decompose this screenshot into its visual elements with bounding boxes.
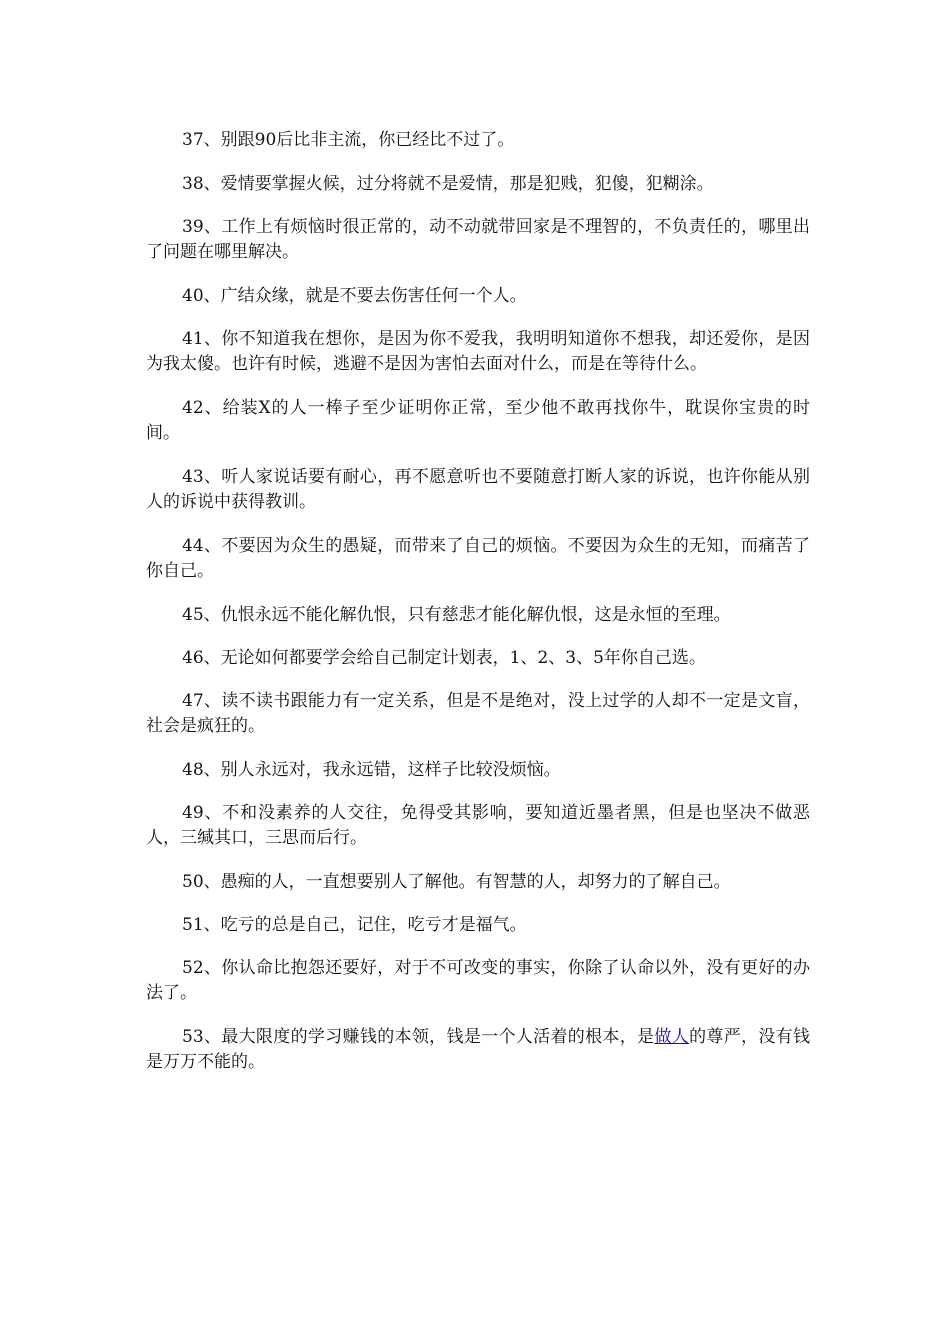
quote-51: 51、吃亏的总是自己，记住，吃亏才是福气。 <box>182 915 527 935</box>
quote-53-text-before: 53、最大限度的学习赚钱的本领，钱是一个人活着的根本，是 <box>182 1027 655 1047</box>
quote-42: 42、给装X的人一棒子至少证明你正常，至少他不敢再找你牛，耽误你宝贵的时间。 <box>146 398 810 443</box>
quote-43: 43、听人家说话要有耐心，再不愿意听也不要随意打断人家的诉说，也许你能从别人的诉说中获得教训。 <box>146 467 810 512</box>
quote-48: 48、别人永远对，我永远错，这样子比较没烦恼。 <box>182 760 561 780</box>
quote-39: 39、工作上有烦恼时很正常的，动不动就带回家是不理智的，不负责任的，哪里出了问题在哪里解决。 <box>146 217 810 262</box>
quote-37: 37、别跟90后比非主流，你已经比不过了。 <box>182 130 515 150</box>
quote-46: 46、无论如何都要学会给自己制定计划表，1、2、3、5年你自己选。 <box>182 648 706 668</box>
quote-45: 45、仇恨永远不能化解仇恨，只有慈悲才能化解仇恨，这是永恒的至理。 <box>182 605 731 625</box>
link-zuoren[interactable]: 做人 <box>654 1027 690 1047</box>
quote-52: 52、你认命比抱怨还要好，对于不可改变的事实，你除了认命以外，没有更好的办法了。 <box>146 958 810 1003</box>
quote-50: 50、愚痴的人，一直想要别人了解他。有智慧的人，却努力的了解自己。 <box>182 872 731 892</box>
quote-41: 41、你不知道我在想你，是因为你不爱我，我明明知道你不想我，却还爱你，是因为我太傻。也许有时候，逃避不是因为害怕去面对什么，而是在等待什么。 <box>146 329 810 374</box>
document-body <box>146 128 810 1075</box>
quote-40: 40、广结众缘，就是不要去伤害任何一个人。 <box>182 286 527 306</box>
quote-47: 47、读不读书跟能力有一定关系，但是不是绝对，没上过学的人却不一定是文盲，社会是疯狂的。 <box>146 691 810 736</box>
quote-44: 44、不要因为众生的愚疑，而带来了自己的烦恼。不要因为众生的无知，而痛苦了你自己。 <box>146 536 810 581</box>
quote-49: 49、不和没素养的人交往，免得受其影响，要知道近墨者黑，但是也坚决不做恶人，三缄其口，三思而后行。 <box>146 803 810 848</box>
quote-38: 38、爱情要掌握火候，过分将就不是爱情，那是犯贱，犯傻，犯糊涂。 <box>182 174 714 194</box>
quote-53-text-after: 的尊严，没有钱是万万不能的。 <box>146 1027 811 1072</box>
quote-53 <box>146 1025 810 1075</box>
